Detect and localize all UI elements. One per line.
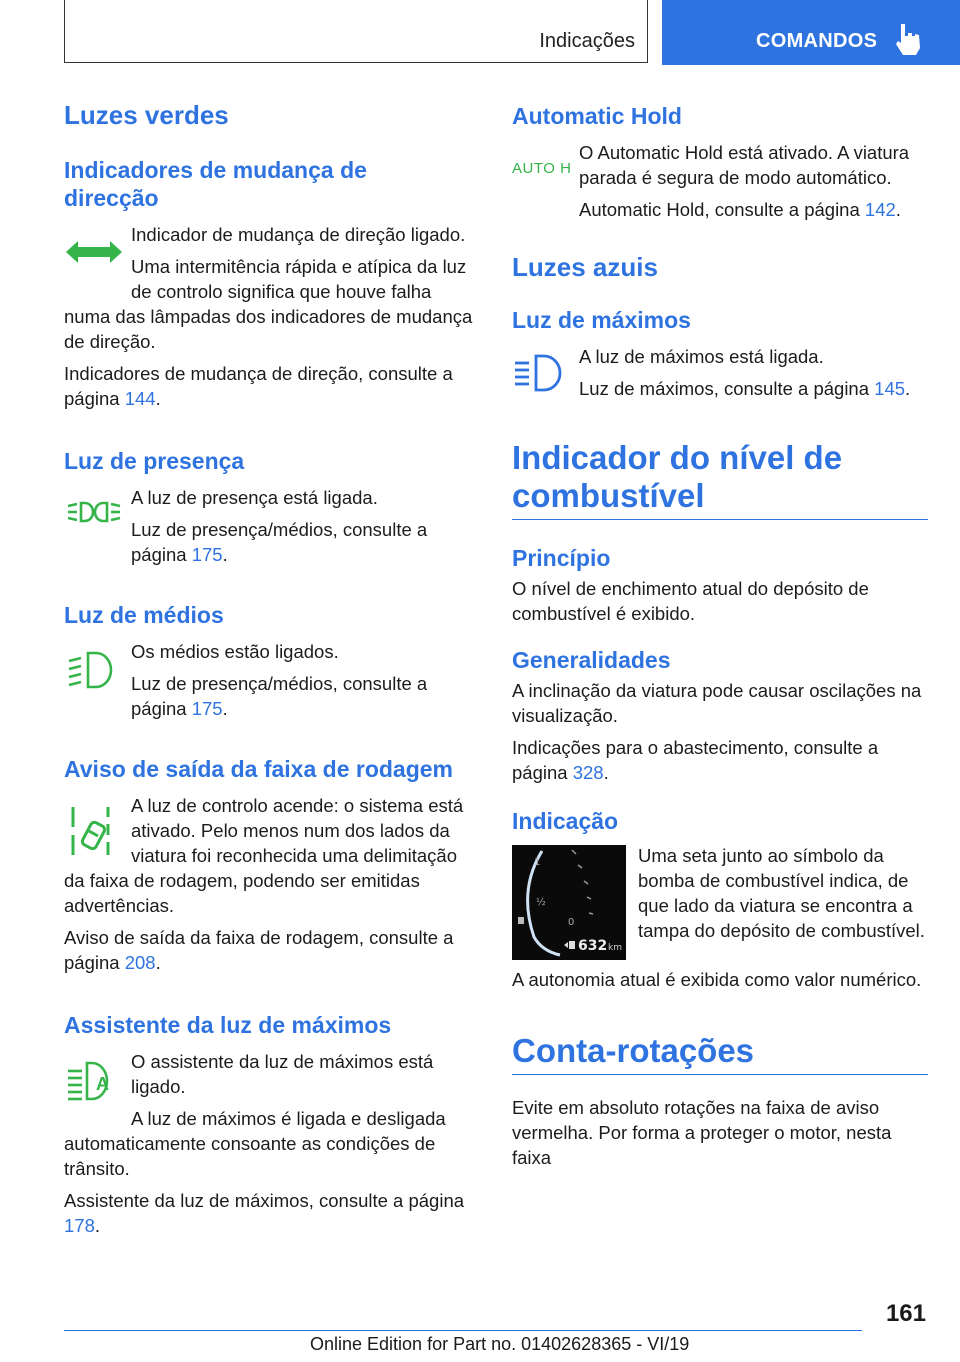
- gauge-tick-half: ½: [536, 897, 546, 908]
- turn-signal-text-2b: numa das lâmpadas dos indicadores de mudança de direção.: [64, 306, 473, 352]
- turn-signal-icon: [64, 226, 124, 286]
- general-page-link[interactable]: 328: [572, 762, 604, 783]
- high-beam-assist-heading: Assistente da luz de máximos: [64, 1012, 392, 1038]
- low-beam-page-link[interactable]: 175: [191, 698, 223, 719]
- header-chapter-tab: [662, 0, 960, 65]
- principle-heading: Princípio: [512, 545, 611, 571]
- low-beam-icon: [64, 645, 124, 705]
- automatic-hold-text-1: O Automatic Hold está ativado. A viatura parada é segura de modo automático.: [579, 142, 910, 188]
- header-chapter-label: COMANDOS: [756, 30, 878, 52]
- turn-signal-page-link[interactable]: 144: [124, 388, 156, 409]
- high-beam-ref-paragraph: Luz de máximos, consulte a página 145.: [579, 378, 911, 399]
- automatic-hold-ref-paragraph: Automatic Hold, consulte a página 142.: [579, 199, 901, 220]
- lane-departure-text-1: A luz de controlo acende: o sistema está ativado. Pelo menos num dos lados da viatura foi reconhecida uma delimitação: [131, 795, 464, 866]
- gauge-tick-1: 1: [534, 857, 541, 868]
- svg-text:A: A: [96, 1074, 109, 1094]
- page-number: 161: [885, 1300, 926, 1327]
- gauge-range-value: 632: [578, 938, 608, 954]
- left-column: [64, 100, 474, 1238]
- high-beam-assist-text-2b: automaticamente consoante as condições de trânsito.: [64, 1133, 436, 1179]
- footer-rule: [64, 1330, 862, 1331]
- parking-light-ref-paragraph: Luz de presença/médios, consulte a página 175.: [131, 519, 428, 565]
- parking-light-text-1: A luz de presença está ligada.: [131, 487, 378, 508]
- high-beam-assist-page-link[interactable]: 178: [64, 1215, 95, 1236]
- principle-text: O nível de enchimento atual do depósito de combustível é exibido.: [512, 578, 869, 624]
- auto-hold-icon: AUTO H: [512, 160, 572, 177]
- fuel-gauge-image: [512, 845, 626, 960]
- turn-signal-heading: Indicadores de mudança de direcção: [64, 157, 367, 211]
- turn-signal-ref-paragraph: Indicadores de mudança de direção, consulte a página 144.: [64, 363, 453, 409]
- rev-counter-text: Evite em absoluto rotações na faixa de aviso vermelha. Por forma a proteger o motor, nesta faixa: [512, 1097, 892, 1168]
- high-beam-icon: [512, 348, 572, 408]
- header-section-tab: [64, 0, 648, 63]
- gauge-tick-0: 0: [568, 917, 575, 928]
- fuel-display-block: [512, 843, 928, 963]
- fuel-gauge-heading: Indicador do nível de combustível: [512, 439, 843, 514]
- lane-departure-text-1b: da faixa de rodagem, podendo ser emitidas advertências.: [64, 870, 420, 916]
- turn-signal-block: [64, 222, 474, 411]
- green-lights-heading: Luzes verdes: [64, 100, 229, 130]
- low-beam-text-1: Os médios estão ligados.: [131, 641, 339, 662]
- turn-signal-text-2: Uma intermitência rápida e atípica da luz de controlo significa que houve falha: [131, 256, 467, 302]
- gauge-range-unit: km: [608, 943, 622, 953]
- right-column: [512, 100, 928, 1170]
- high-beam-assist-block: [64, 1049, 474, 1238]
- display-heading: Indicação: [512, 808, 619, 834]
- high-beam-assist-icon: [64, 1057, 124, 1117]
- display-text-2: A autonomia atual é exibida como valor numérico.: [512, 969, 922, 990]
- high-beam-text-1: A luz de máximos está ligada.: [579, 346, 824, 367]
- automatic-hold-heading: Automatic Hold: [512, 103, 682, 129]
- footer-edition: Online Edition for Part no. 01402628365 - VI/19: [310, 1334, 690, 1354]
- high-beam-heading: Luz de máximos: [512, 307, 691, 333]
- low-beam-ref-paragraph: Luz de presença/médios, consulte a página 175.: [131, 673, 428, 719]
- general-heading: Generalidades: [512, 647, 671, 673]
- lane-departure-page-link[interactable]: 208: [124, 952, 156, 973]
- lane-departure-icon: [64, 803, 124, 863]
- low-beam-block: [64, 639, 474, 721]
- automatic-hold-block: [512, 140, 928, 222]
- parking-light-block: [64, 485, 474, 567]
- low-beam-heading: Luz de médios: [64, 602, 224, 628]
- high-beam-assist-text-1: O assistente da luz de máximos está ligado.: [131, 1051, 434, 1097]
- high-beam-assist-ref-paragraph: Assistente da luz de máximos, consulte a página 178.: [64, 1190, 465, 1236]
- parking-light-page-link[interactable]: 175: [191, 544, 223, 565]
- lane-departure-heading: Aviso de saída da faixa de rodagem: [64, 756, 454, 782]
- parking-light-heading: Luz de presença: [64, 448, 245, 474]
- blue-lights-heading: Luzes azuis: [512, 252, 658, 282]
- high-beam-block: [512, 344, 928, 401]
- parking-light-icon: [64, 495, 124, 555]
- automatic-hold-page-link[interactable]: 142: [864, 199, 896, 220]
- lane-departure-block: [64, 793, 474, 975]
- header-section-label: Indicações: [539, 30, 635, 52]
- general-text-1: A inclinação da viatura pode causar oscilações na visualização.: [512, 680, 922, 726]
- general-ref-paragraph: Indicações para o abastecimento, consulte a página 328.: [512, 737, 879, 783]
- high-beam-page-link[interactable]: 145: [874, 378, 906, 399]
- lane-departure-ref-paragraph: Aviso de saída da faixa de rodagem, consulte a página 208.: [64, 927, 454, 973]
- display-text: Uma seta junto ao símbolo da bomba de combustível indica, de que lado da viatura se encontra a tampa do depósito de combustível.: [638, 845, 925, 941]
- rev-counter-heading: Conta-rotações: [512, 1032, 755, 1069]
- high-beam-assist-text-2: A luz de máximos é ligada e desligada: [131, 1108, 446, 1129]
- turn-signal-text-1: Indicador de mudança de direção ligado.: [131, 224, 466, 245]
- pointing-hand-icon: [894, 22, 922, 56]
